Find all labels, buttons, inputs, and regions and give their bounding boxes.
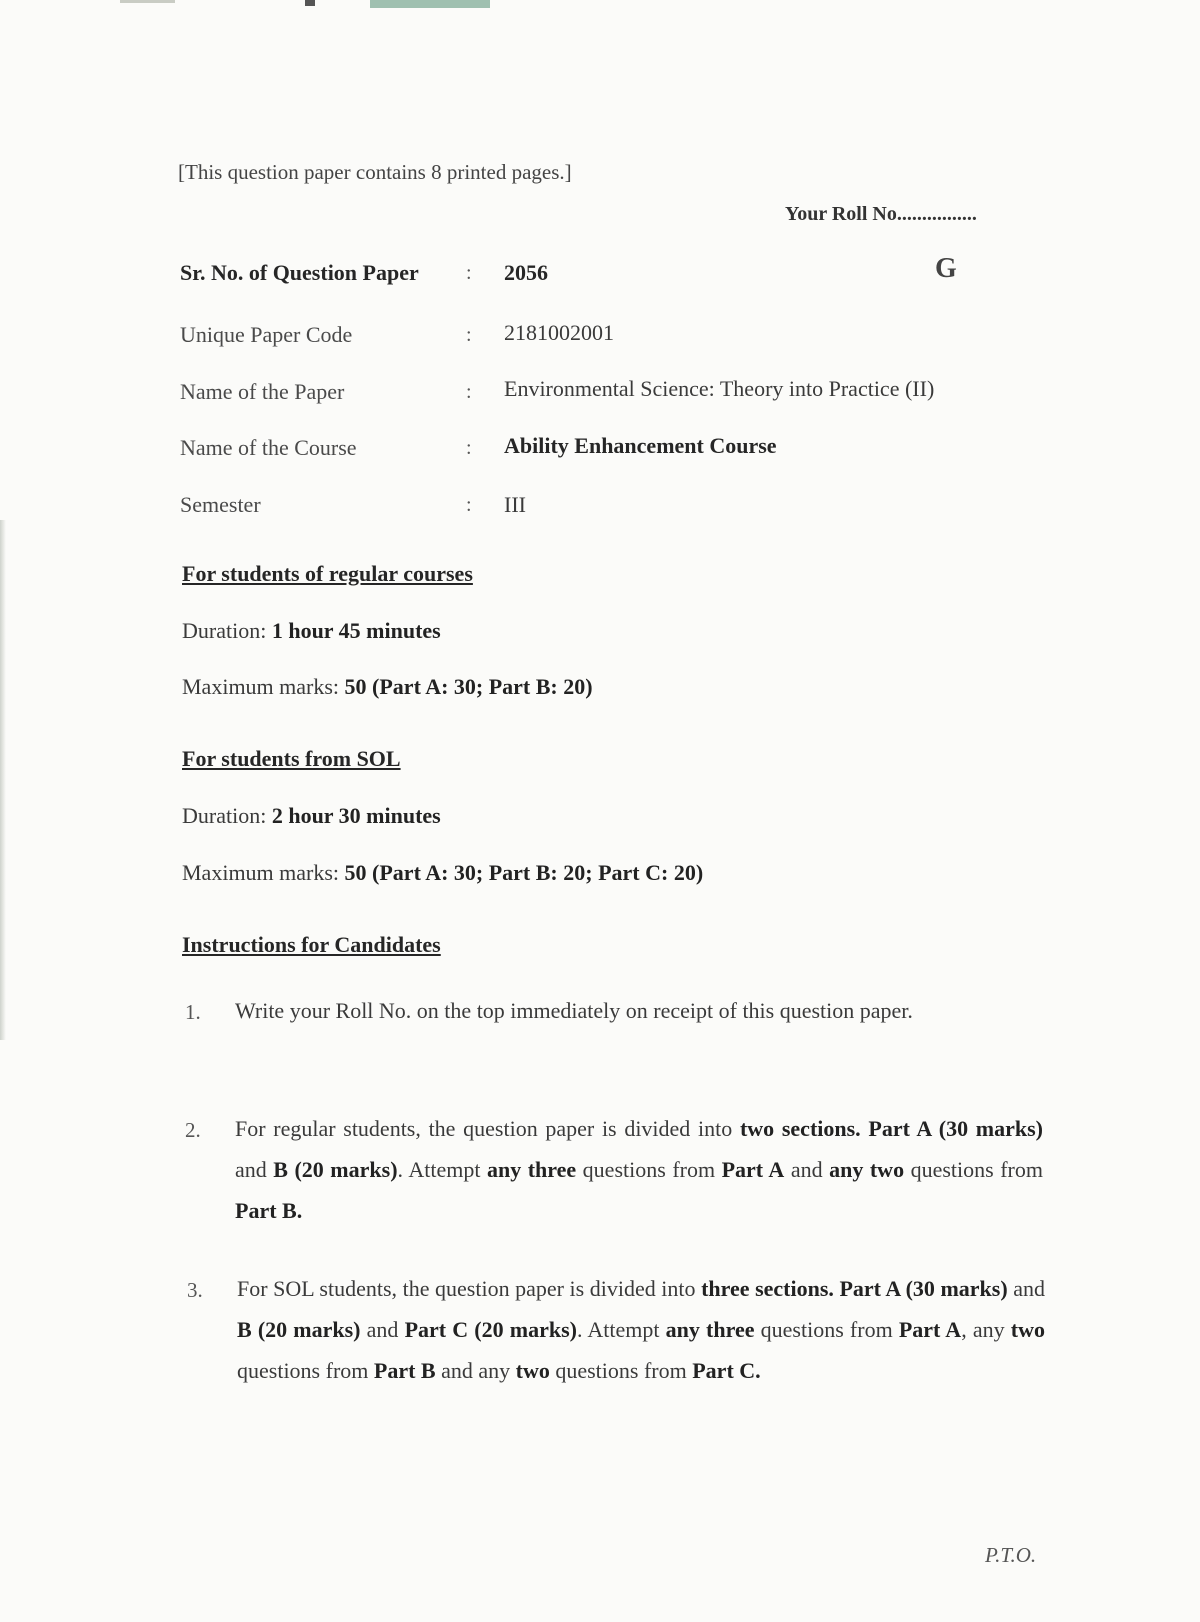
sr-no-value: 2056 bbox=[504, 260, 548, 285]
scan-artifact bbox=[370, 0, 490, 8]
paper-code-label: Unique Paper Code bbox=[180, 322, 353, 347]
page-turn-over-note: P.T.O. bbox=[985, 1543, 1037, 1567]
sr-no-label: Sr. No. of Question Paper bbox=[180, 260, 419, 285]
roll-number-field: Your Roll No................ bbox=[785, 203, 977, 225]
paper-code-colon: : bbox=[466, 324, 472, 346]
paper-name-label: Name of the Paper bbox=[180, 379, 345, 404]
course-name-colon: : bbox=[466, 437, 472, 459]
page-count-note: [This question paper contains 8 printed pages.] bbox=[178, 160, 572, 184]
sr-no-colon: : bbox=[466, 262, 472, 284]
paper-set-letter: G bbox=[935, 253, 957, 284]
scan-artifact bbox=[305, 0, 315, 6]
instruction-number: 1. bbox=[185, 1000, 201, 1024]
instruction-item: For SOL students, the question paper is divided into three sections. Part A (30 marks) and B (20 marks) and Part C (20 marks). Attempt any three questions from Part A, any two questions from Part B and any two questions from Part C. bbox=[237, 1276, 1045, 1383]
paper-code-value: 2181002001 bbox=[504, 320, 614, 345]
semester-colon: : bbox=[466, 494, 472, 516]
course-name-label: Name of the Course bbox=[180, 435, 357, 460]
scan-artifact bbox=[120, 0, 175, 3]
regular-students-heading: For students of regular courses bbox=[182, 561, 473, 586]
regular-max-marks: Maximum marks: 50 (Part A: 30; Part B: 20) bbox=[182, 674, 593, 699]
paper-name-value: Environmental Science: Theory into Practice (II) bbox=[504, 376, 935, 401]
sol-students-heading: For students from SOL bbox=[182, 746, 401, 771]
instruction-item: Write your Roll No. on the top immediately on receipt of this question paper. bbox=[235, 998, 913, 1023]
sol-duration: Duration: 2 hour 30 minutes bbox=[182, 803, 441, 828]
instructions-heading: Instructions for Candidates bbox=[182, 932, 441, 957]
paper-name-colon: : bbox=[466, 381, 472, 403]
sol-max-marks: Maximum marks: 50 (Part A: 30; Part B: 20; Part C: 20) bbox=[182, 860, 704, 885]
semester-value: III bbox=[504, 492, 526, 517]
instruction-number: 3. bbox=[187, 1278, 203, 1302]
scan-edge-shadow bbox=[0, 520, 6, 1040]
instruction-item: For regular students, the question paper is divided into two sections. Part A (30 marks) and B (20 marks). Attempt any three questions from Part A and any two questions from Part B. bbox=[235, 1116, 1044, 1223]
semester-label: Semester bbox=[180, 492, 261, 517]
regular-duration: Duration: 1 hour 45 minutes bbox=[182, 618, 441, 643]
instruction-number: 2. bbox=[185, 1118, 201, 1142]
course-name-value: Ability Enhancement Course bbox=[504, 433, 777, 458]
